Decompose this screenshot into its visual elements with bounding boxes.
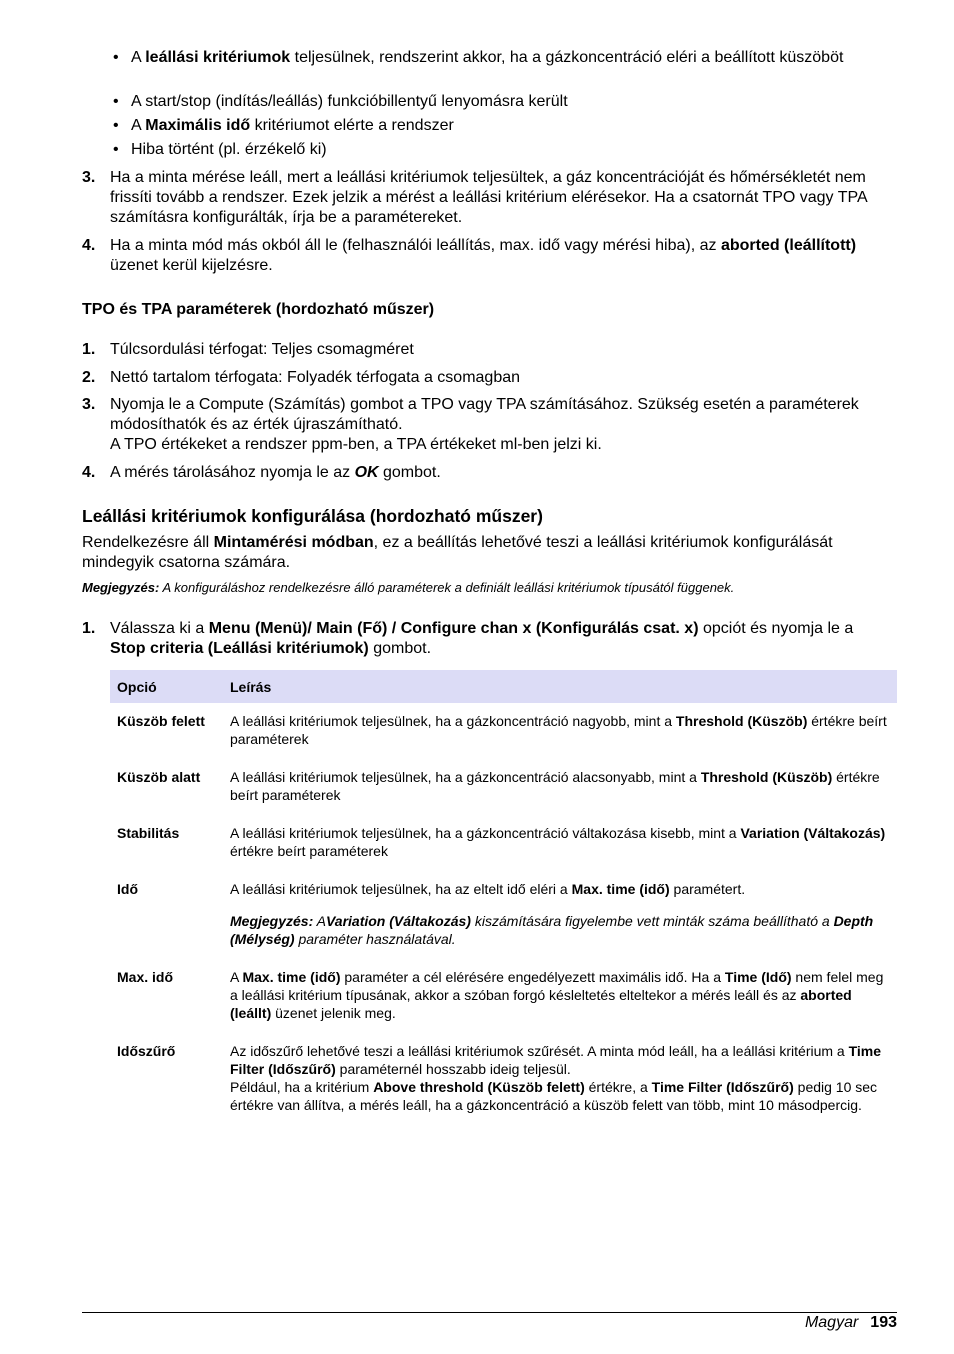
- page-footer: [805, 1313, 897, 1333]
- intro-paragraph: Rendelkezésre áll Mintamérési módban, ez a beállítás lehetővé teszi a leállási kritériumok konfigurálását mindegyik csatorna számára.: [82, 534, 833, 571]
- option-description: Az időszűrő lehetővé teszi a leállási kritériumok szűrését. A minta mód leáll, ha a leállási kritérium a Time Filter (Időszűrő) paraméternél hosszabb ideig teljesül. Például, ha a kritérium Above threshold (Küszöb felett) értékre, a Time Filter (Időszűrő) pedig 10 sec értékre van állítva, a mérés leáll, ha a gázkoncentráció a küszöb felett van több, mint 10 másodpercig.: [230, 1043, 882, 1113]
- step-text: Ha a minta mód más okból áll le (felhasználói leállítás, max. idő vagy mérési hiba), az aborted (leállított) üzenet kerül kijelzésre.: [110, 237, 857, 274]
- step-text: Ha a minta mérése leáll, mert a leállási kritériumok teljesültek, a gáz koncentrációját és hőmérsékletét nem frissíti tovább a rendszer. Ezek jelzik a mérést a leállási kritérium elérésekor. Ha a csatornát TPO vagy TPA számításra konfigurálták, írja be a paramétereket.: [110, 169, 867, 226]
- bullet-item: A start/stop (indítás/leállás) funkcióbillentyű lenyomásra került: [131, 93, 568, 110]
- table-row: [110, 1035, 897, 1127]
- option-name: Küszöb alatt: [117, 769, 201, 785]
- bullet-mark: •: [113, 49, 119, 66]
- table-row: [110, 961, 897, 1035]
- step-text: Nyomja le a Compute (Számítás) gombot a TPO vagy TPA számításához. Szükség esetén a paraméterek módosíthatók és az érték újraszámítható. A TPO értékeket a rendszer ppm-ben, a TPA értékeket ml-ben jelzi ki.: [110, 396, 859, 453]
- bullet-item: A Maximális idő kritériumot elérte a rendszer: [131, 117, 454, 134]
- table-row: [110, 873, 897, 961]
- option-description: A Max. time (idő) paraméter a cél elérésére engedélyezett maximális idő. Ha a Time (Idő) nem felel meg a leállási kritérium típusának, akkor a szóban forgó késleltetés elteltekor a mérés leáll és az aborted (leállt) üzenet jelenik meg.: [230, 969, 884, 1021]
- column-header-option: Opció: [110, 670, 223, 703]
- step-text: Nettó tartalom térfogata: Folyadék térfogata a csomagban: [110, 369, 521, 386]
- step-number: 3.: [82, 396, 96, 413]
- option-name: Stabilitás: [117, 825, 180, 841]
- step-text: Válassza ki a Menu (Menü)/ Main (Fő) / Configure chan x (Konfigurálás csat. x) opciót és nyomja le a Stop criteria (Leállási kritériumok) gombot.: [110, 620, 854, 657]
- table-row: [110, 817, 897, 873]
- column-header-description: Leírás: [223, 670, 897, 703]
- table-row: [110, 703, 897, 761]
- option-name: Max. idő: [117, 969, 174, 985]
- option-name: Küszöb felett: [117, 713, 205, 729]
- option-name: Idő: [117, 881, 138, 897]
- table-note: Megjegyzés: AVariation (Váltakozás) kiszámítására figyelembe vett minták száma beállítható a Depth (Mélység) paraméter használatával.: [230, 913, 874, 947]
- step-number: 4.: [82, 237, 96, 254]
- bullet-mark: •: [113, 117, 119, 134]
- option-description: A leállási kritériumok teljesülnek, ha az eltelt idő eléri a Max. time (idő) paramétert. Megjegyzés: AVariation (Váltakozás) kiszámítására figyelembe vett minták száma beállítható a Depth (Mélység) paraméter használatával.: [223, 873, 897, 961]
- step-number: 1.: [82, 620, 96, 637]
- footer-rule: [82, 1312, 897, 1313]
- option-name: Időszűrő: [117, 1043, 176, 1059]
- step-text: A mérés tárolásához nyomja le az OK gombot.: [110, 464, 441, 481]
- stop-criteria-table: [110, 670, 897, 1127]
- option-description: A leállási kritériumok teljesülnek, ha a gázkoncentráció váltakozása kisebb, mint a Variation (Váltakozás) értékre beírt paraméterek: [230, 825, 886, 859]
- bullet-mark: •: [113, 141, 119, 158]
- table-row: [110, 761, 897, 817]
- step-number: 1.: [82, 341, 96, 358]
- step-text: Túlcsordulási térfogat: Teljes csomagméret: [110, 341, 414, 358]
- page-number: 193: [870, 1314, 897, 1331]
- note: Megjegyzés: A konfiguráláshoz rendelkezésre álló paraméterek a definiált leállási kritériumok típusától függenek.: [82, 580, 735, 595]
- option-description: A leállási kritériumok teljesülnek, ha a gázkoncentráció nagyobb, mint a Threshold (Küszöb) értékre beírt paraméterek: [230, 713, 887, 747]
- bullet-item: Hiba történt (pl. érzékelő ki): [131, 141, 327, 158]
- step-number: 3.: [82, 169, 96, 186]
- bullet-mark: •: [113, 93, 119, 110]
- table-header-row: [110, 670, 897, 703]
- step-number: 4.: [82, 464, 96, 481]
- footer-language: Magyar: [804, 1314, 859, 1331]
- option-description: A leállási kritériumok teljesülnek, ha a gázkoncentráció alacsonyabb, mint a Threshold (Küszöb) értékre beírt paraméterek: [230, 769, 880, 803]
- subheading-tpo-tpa: TPO és TPA paraméterek (hordozható műszer): [82, 301, 435, 318]
- step-number: 2.: [82, 369, 96, 386]
- bullet-item: A leállási kritériumok teljesülnek, rendszerint akkor, ha a gázkoncentráció eléri a beállított küszöböt: [131, 49, 844, 66]
- section-heading: Leállási kritériumok konfigurálása (hordozható műszer): [82, 506, 543, 526]
